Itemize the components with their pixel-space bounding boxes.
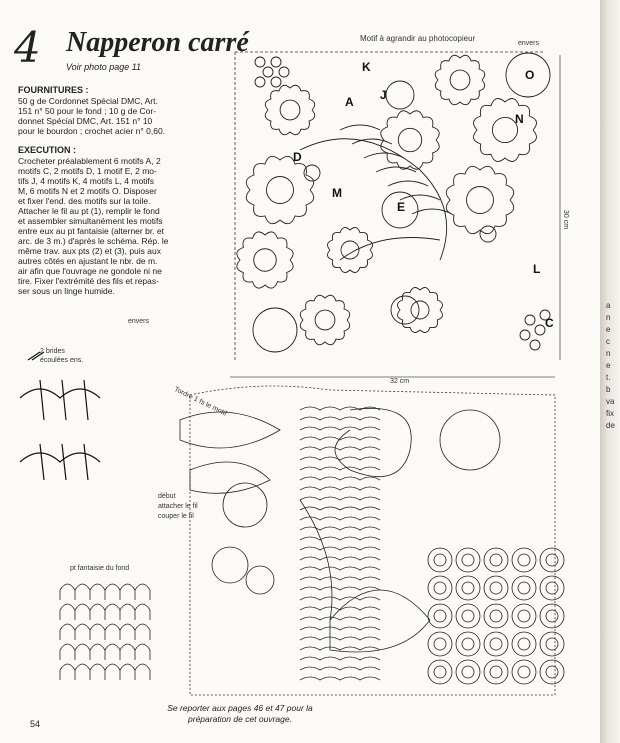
stem bbox=[340, 238, 440, 261]
ring-motif bbox=[484, 604, 508, 628]
motif-letter-a: A bbox=[345, 95, 354, 109]
motif-letter-o: O bbox=[525, 68, 535, 82]
motif-circle bbox=[386, 81, 414, 109]
lace-flower-center bbox=[411, 301, 429, 319]
mesh-row bbox=[300, 577, 380, 580]
ring-motif bbox=[428, 604, 452, 628]
lace-flower-center bbox=[267, 177, 294, 204]
width-dimension: 32 cm bbox=[390, 378, 410, 385]
lace-flower bbox=[435, 55, 484, 104]
spine-fragment: fix bbox=[606, 409, 614, 418]
leaf-vein bbox=[364, 153, 404, 158]
motif-letter-e: E bbox=[397, 200, 406, 214]
mesh-row bbox=[300, 507, 380, 510]
execution-line: Attacher le fil au pt (1), remplir le fond bbox=[18, 206, 160, 216]
mesh-row bbox=[300, 467, 380, 470]
spine-fragment: a bbox=[606, 301, 611, 310]
ring-motif bbox=[540, 660, 564, 684]
ring-motif bbox=[484, 660, 508, 684]
execution-line: tire. Fixer l'extrémité des fils et repas- bbox=[18, 276, 159, 286]
lace-circle bbox=[246, 566, 274, 594]
execution-line: air afin que l'ouvrage ne gondole ni ne bbox=[18, 266, 162, 276]
ring-inner bbox=[546, 666, 558, 678]
bead bbox=[263, 67, 273, 77]
lace-flower-center bbox=[450, 70, 470, 90]
motif-letter-m: M bbox=[332, 186, 342, 200]
lace-flower-center bbox=[315, 310, 335, 330]
ring-motif bbox=[512, 632, 536, 656]
ring-motif bbox=[512, 660, 536, 684]
motif-letter-n: N bbox=[515, 112, 524, 126]
execution-line: M, 6 motifs N et 2 motifs O. Disposer bbox=[18, 186, 157, 196]
ring-inner bbox=[546, 638, 558, 650]
brides-label: 2 brides bbox=[40, 348, 65, 355]
ring-motif bbox=[512, 576, 536, 600]
ring-motif bbox=[456, 576, 480, 600]
spine-fragment: n bbox=[606, 349, 611, 358]
execution-line: motifs C, 2 motifs D, 1 motif E, 2 mo- bbox=[18, 166, 157, 176]
chart-row bbox=[60, 644, 150, 650]
ring-inner bbox=[546, 610, 558, 622]
bead bbox=[271, 77, 281, 87]
attacher-label: attacher le fil bbox=[158, 503, 198, 510]
chart-row bbox=[60, 624, 150, 630]
ring-motif bbox=[428, 548, 452, 572]
ring-motif bbox=[456, 660, 480, 684]
spine-fragment: e bbox=[606, 361, 611, 370]
bead bbox=[525, 315, 535, 325]
lace-flower-center bbox=[467, 187, 494, 214]
ring-inner bbox=[462, 638, 474, 650]
tordre-label: Tordre 1 fs le motif bbox=[172, 386, 228, 418]
execution-line: et assembler simultanément les motifs bbox=[18, 216, 163, 226]
fournitures-line: 151 n° 50 pour le fond ; 10 g de Cor- bbox=[18, 106, 157, 116]
ring-motif bbox=[456, 604, 480, 628]
ring-inner bbox=[546, 554, 558, 566]
mesh-row bbox=[300, 677, 380, 680]
lace-flower-center bbox=[280, 100, 300, 120]
lace-flower bbox=[237, 232, 293, 288]
photo-reference: Voir photo page 11 bbox=[66, 62, 142, 72]
bead bbox=[530, 340, 540, 350]
mesh-row bbox=[300, 637, 380, 640]
ring-inner bbox=[434, 554, 446, 566]
lace-circle bbox=[212, 547, 248, 583]
ring-inner bbox=[490, 610, 502, 622]
spine-fragment: n bbox=[606, 313, 611, 322]
mesh-row bbox=[300, 617, 380, 620]
mesh-row bbox=[300, 627, 380, 630]
ring-motif bbox=[484, 548, 508, 572]
ecoulees-label: écoulées ens. bbox=[40, 357, 84, 364]
spine-fragment: e bbox=[606, 325, 611, 334]
motif-letter-k: K bbox=[362, 60, 371, 74]
mesh-row bbox=[300, 477, 380, 480]
bead bbox=[279, 67, 289, 77]
ring-inner bbox=[434, 666, 446, 678]
ring-motif bbox=[540, 576, 564, 600]
motif-letter-j: J bbox=[380, 88, 387, 102]
execution-line: et fixer l'end. des motifs sur la toile. bbox=[18, 196, 151, 206]
execution-heading: EXECUTION : bbox=[18, 145, 77, 155]
ring-inner bbox=[490, 666, 502, 678]
ring-motif bbox=[512, 548, 536, 572]
reference-note bbox=[160, 703, 320, 725]
bead bbox=[255, 77, 265, 87]
ring-inner bbox=[434, 610, 446, 622]
motif-letter-d: D bbox=[293, 150, 302, 164]
execution-line: arc. de 3 m.) d'après le schéma. Rép. le bbox=[18, 236, 169, 246]
ring-inner bbox=[490, 638, 502, 650]
spine-fragment: de bbox=[606, 421, 615, 430]
execution-line: Crocheter préalablement 6 motifs A, 2 bbox=[18, 156, 161, 166]
brides-symbol bbox=[20, 352, 100, 480]
ring-inner bbox=[518, 610, 530, 622]
ring-inner bbox=[462, 554, 474, 566]
motif-letter-l: L bbox=[533, 262, 541, 276]
ring-inner bbox=[462, 582, 474, 594]
bead bbox=[535, 325, 545, 335]
mesh-row bbox=[300, 557, 380, 560]
mesh-row bbox=[300, 567, 380, 570]
lace-flower bbox=[265, 85, 314, 134]
ring-motif bbox=[484, 632, 508, 656]
mesh-row bbox=[300, 417, 380, 420]
mesh-row bbox=[300, 497, 380, 500]
lace-flower bbox=[300, 295, 349, 344]
spine-fragment: t. bbox=[606, 373, 611, 382]
ring-motif bbox=[540, 548, 564, 572]
chart-row bbox=[60, 664, 150, 670]
mesh-row bbox=[300, 427, 380, 430]
mesh-row bbox=[300, 657, 380, 660]
mesh-row bbox=[300, 457, 380, 460]
execution-line: entre eux au pt fantaisie (alterner br. et bbox=[18, 226, 165, 236]
stem bbox=[300, 139, 447, 260]
lace-flower bbox=[398, 288, 443, 333]
page-number: 54 bbox=[30, 719, 41, 729]
ring-inner bbox=[546, 582, 558, 594]
ring-inner bbox=[518, 554, 530, 566]
swirl bbox=[335, 408, 411, 476]
mesh-row bbox=[300, 537, 380, 540]
ring-motif bbox=[540, 604, 564, 628]
ring-inner bbox=[490, 582, 502, 594]
envers-label-left: envers bbox=[128, 318, 150, 325]
ring-inner bbox=[462, 666, 474, 678]
motif-layout bbox=[230, 52, 560, 377]
ring-inner bbox=[518, 666, 530, 678]
bead bbox=[255, 57, 265, 67]
spine-fragment: b bbox=[606, 385, 611, 394]
note-line-2: préparation de cet ouvrage. bbox=[188, 714, 292, 724]
lace-flower-center bbox=[398, 128, 421, 151]
ring-motif bbox=[512, 604, 536, 628]
execution-line: tifs J, 4 motifs K, 4 motifs L, 4 motifs bbox=[18, 176, 155, 186]
leaf-vein bbox=[388, 181, 428, 186]
execution-line: autres côtés en ajustant le nbr. de m. bbox=[18, 256, 158, 266]
ring-motif bbox=[456, 632, 480, 656]
execution-line: ser sous un linge humide. bbox=[18, 286, 115, 296]
fournitures-text bbox=[18, 96, 165, 136]
lace-flower bbox=[381, 111, 439, 169]
mesh-row bbox=[300, 597, 380, 600]
leaf bbox=[180, 412, 280, 448]
ring-motif bbox=[540, 632, 564, 656]
ring-motif bbox=[428, 660, 452, 684]
spine-fragment: c bbox=[606, 337, 610, 346]
lace-circle bbox=[440, 410, 500, 470]
ring-inner bbox=[518, 638, 530, 650]
leaf bbox=[330, 590, 430, 652]
leaf-vein bbox=[340, 125, 380, 130]
ring-inner bbox=[462, 610, 474, 622]
note-line-1: Se reporter aux pages 46 et 47 pour la bbox=[167, 703, 313, 713]
ring-inner bbox=[434, 582, 446, 594]
spine-fragment: va bbox=[606, 397, 615, 406]
chart-row bbox=[60, 584, 150, 590]
motif-letter-c: C bbox=[545, 316, 554, 330]
lace-flower bbox=[474, 99, 537, 162]
mesh-row bbox=[300, 487, 380, 490]
ring-inner bbox=[434, 638, 446, 650]
motif-circle bbox=[391, 296, 419, 324]
ring-motif bbox=[484, 576, 508, 600]
leaf-vein bbox=[400, 195, 440, 200]
pt-fantaisie-label: pt fantaisie du fond bbox=[70, 565, 130, 572]
lace-flower bbox=[246, 156, 313, 223]
ring-inner bbox=[490, 554, 502, 566]
ring-motif bbox=[428, 632, 452, 656]
chart-row bbox=[60, 604, 150, 610]
execution-line: même trav. aux pts (2) et (3), puis aux bbox=[18, 246, 161, 256]
leaf-vein bbox=[376, 167, 416, 172]
page-title: Napperon carré bbox=[66, 27, 249, 58]
fournitures-line: 50 g de Cordonnet Spécial DMC, Art. bbox=[18, 96, 158, 106]
fond-stitch-chart bbox=[60, 584, 150, 680]
motif-circle bbox=[253, 308, 297, 352]
bead bbox=[271, 57, 281, 67]
execution-text bbox=[18, 156, 168, 296]
lace-flower bbox=[446, 166, 513, 233]
pattern-number: 4 bbox=[14, 23, 41, 72]
height-dimension: 30 cm bbox=[562, 210, 569, 230]
lace-flower-center bbox=[254, 249, 277, 272]
motif-note: Motif à agrandir au photocopieur bbox=[360, 34, 476, 43]
ring-motif bbox=[456, 548, 480, 572]
debut-label: début bbox=[158, 493, 176, 500]
mesh-row bbox=[300, 447, 380, 450]
ring-inner bbox=[518, 582, 530, 594]
fournitures-line: pour le bourdon ; crochet acier n° 0,60. bbox=[18, 126, 166, 136]
ring-motif bbox=[428, 576, 452, 600]
fournitures-line: donnet Spécial DMC, Art. 151 n° 10 bbox=[18, 116, 153, 126]
mesh-row bbox=[300, 667, 380, 670]
couper-label: couper le fil bbox=[158, 513, 194, 520]
mesh-row bbox=[300, 647, 380, 650]
bead bbox=[520, 330, 530, 340]
envers-label-top: envers bbox=[518, 40, 540, 47]
mesh-row bbox=[300, 547, 380, 550]
mesh-row bbox=[300, 527, 380, 530]
mesh-row bbox=[300, 587, 380, 590]
lace-flower bbox=[328, 228, 373, 273]
lace-flower-center bbox=[492, 117, 517, 142]
fournitures-heading: FOURNITURES : bbox=[18, 85, 89, 95]
